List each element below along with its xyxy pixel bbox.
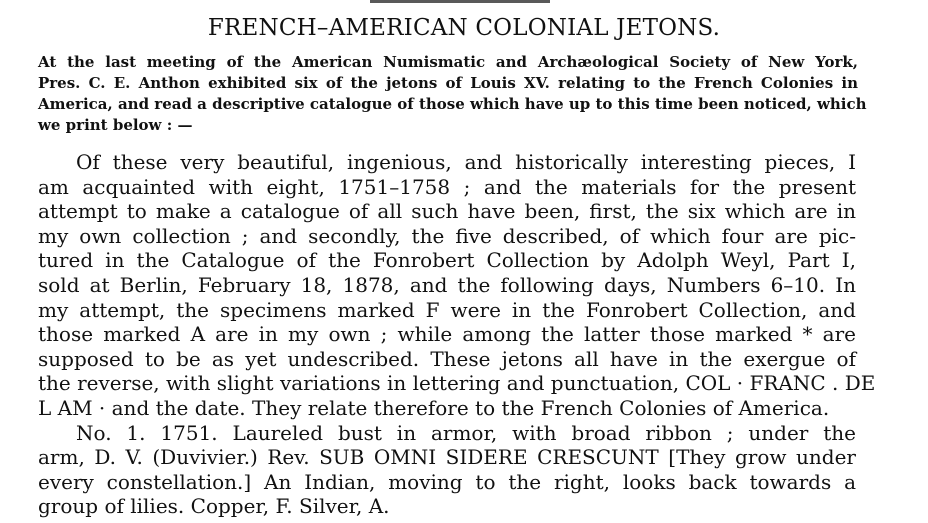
intro-paragraph [38, 52, 867, 136]
catalogue-entry-line: every constellation.] An Indian, moving to the right, looks back towards a [38, 469, 856, 494]
article-title: FRENCH–AMERICAN COLONIAL JETONS. [207, 15, 721, 41]
body-text [38, 150, 876, 519]
intro-line: Pres. C. E. Anthon exhibited six of the jetons of Louis XV. relating to the French Colonies in [38, 74, 858, 92]
top-edge-rule [370, 0, 550, 3]
body-line: those marked A are in my own ; while among the latter those marked * are [38, 322, 856, 347]
catalogue-entry-line: No. 1. 1751. Laureled bust in armor, with broad ribbon ; under the [76, 420, 856, 445]
intro-line: we print below : — [38, 116, 193, 134]
body-line: attempt to make a catalogue of all such have been, first, the six which are in [38, 199, 856, 224]
body-line: sold at Berlin, February 18, 1878, and the following days, Numbers 6–10. In [38, 272, 856, 297]
body-line: tured in the Catalogue of the Fonrobert Collection by Adolph Weyl, Part I, [38, 248, 856, 273]
body-line: L AM · and the date. They relate therefore to the French Colonies of America. [38, 395, 830, 420]
intro-line: America, and read a descriptive catalogue of those which have up to this time been noticed, which [38, 95, 867, 113]
intro-line: At the last meeting of the American Numismatic and Archæological Society of New York, [38, 53, 858, 71]
body-line: my own collection ; and secondly, the five described, of which four are pic- [38, 223, 856, 248]
body-line: am acquainted with eight, 1751–1758 ; and the materials for the present [38, 174, 856, 199]
body-line: Of these very beautiful, ingenious, and historically interesting pieces, I [76, 150, 856, 174]
catalogue-entry-line: arm, D. V. (Duvivier.) Rev. SUB OMNI SIDERE CRESCUNT [They grow under [38, 445, 856, 470]
body-line: the reverse, with slight variations in lettering and punctuation, COL · FRANC . DE [38, 371, 876, 396]
body-line: supposed to be as yet undescribed. These jetons all have in the exergue of [38, 346, 856, 371]
catalogue-entry-line: group of lilies. Copper, F. Silver, A. [38, 494, 390, 519]
body-line: my attempt, the specimens marked F were in the Fonrobert Collection, and [38, 297, 856, 322]
